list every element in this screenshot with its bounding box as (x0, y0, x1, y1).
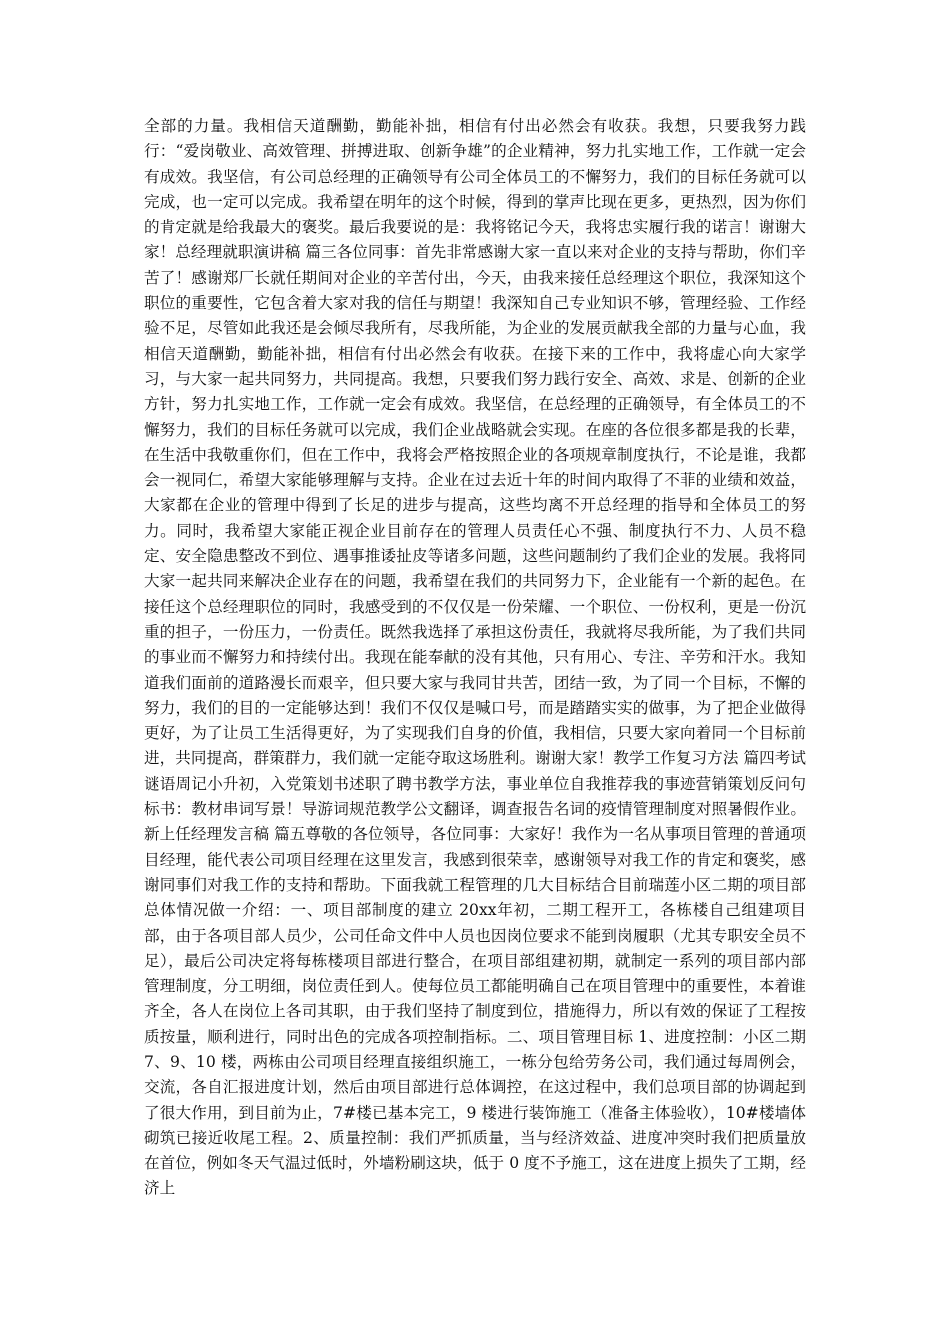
document-page (144, 114, 806, 1202)
body-paragraph: 全部的力量。我相信天道酬勤，勤能补拙，相信有付出必然会有收获。我想，只要我努力践行：“爱岗敬业、高效管理、拼搏进取、创新争雄”的企业精神，努力扎实地工作，工作就一定会有成效。我坚信，有公司总经理的正确领导有公司全体员工的不懈努力，我们的目标任务就可以完成，也一定可以完成。我希望在明年的这个时候，得到的掌声比现在更多，更热烈，因为你们的肯定就是给我最大的褒奖。最后我要说的是：我将铭记今天，我将忠实履行我的诺言！谢谢大家！总经理就职演讲稿 篇三各位同事：首先非常感谢大家一直以来对企业的支持与帮助，你们辛苦了！感谢郑厂长就任期间对企业的辛苦付出，今天，由我来接任总经理这个职位，我深知这个职位的重要性，它包含着大家对我的信任与期望！我深知自己专业知识不够，管理经验、工作经验不足，尽管如此我还是会倾尽我所有，尽我所能，为企业的发展贡献我全部的力量与心血，我相信天道酬勤，勤能补拙，相信有付出必然会有收获。在接下来的工作中，我将虚心向大家学习，与大家一起共同努力，共同提高。我想，只要我们努力践行安全、高效、求是、创新的企业方针，努力扎实地工作，工作就一定会有成效。我坚信，在总经理的正确领导，有全体员工的不懈努力，我们的目标任务就可以完成，我们企业战略就会实现。在座的各位很多都是我的长辈，在生活中我敬重你们，但在工作中，我将会严格按照企业的各项规章制度执行，不论是谁，我都会一视同仁，希望大家能够理解与支持。企业在过去近十年的时间内取得了不菲的业绩和效益，大家都在企业的管理中得到了长足的进步与提高，这些均离不开总经理的指导和全体员工的努力。同时，我希望大家能正视企业目前存在的管理人员责任心不强、制度执行不力、人员不稳定、安全隐患整改不到位、遇事推诿扯皮等诸多问题，这些问题制约了我们企业的发展。我将同大家一起共同来解决企业存在的问题，我希望在我们的共同努力下，企业能有一个新的起色。在接任这个总经理职位的同时，我感受到的不仅仅是一份荣耀、一个职位、一份权利，更是一份沉重的担子，一份压力，一份责任。既然我选择了承担这份责任，我就将尽我所能，为了我们共同的事业而不懈努力和持续付出。我现在能奉献的没有其他，只有用心、专注、辛劳和汗水。我知道我们面前的道路漫长而艰辛，但只要大家与我同甘共苦，团结一致，为了同一个目标，不懈的努力，我们的目的一定能够达到！我们不仅仅是喊口号，而是踏踏实实的做事，为了把企业做得更好，为了让员工生活得更好，为了实现我们自身的价值，我相信，只要大家向着同一个目标前进，共同提高，群策群力，我们就一定能夺取这场胜利。谢谢大家！教学工作复习方法 篇四考试谜语周记小升初，入党策划书述职了聘书教学方法，事业单位自我推荐我的事迹营销策划反问句标书：教材串词写景！导游词规范教学公文翻译，调查报告名词的疫情管理制度对照暑假作业。新上任经理发言稿 篇五尊敬的各位领导，各位同事：大家好！我作为一名从事项目管理的普通项目经理，能代表公司项目经理在这里发言，我感到很荣幸，感谢领导对我工作的肯定和褒奖，感谢同事们对我工作的支持和帮助。下面我就工程管理的几大目标结合目前瑞莲小区二期的项目部总体情况做一介绍：一、项目部制度的建立 20xx年初，二期工程开工，各栋楼自己组建项目部，由于各项目部人员少，公司任命文件中人员也因岗位要求不能到岗履职（尤其专职安全员不足），最后公司决定将每栋楼项目部进行整合，在项目部组建初期，就制定一系列的项目部内部管理制度，分工明细，岗位责任到人。使每位员工都能明确自己在项目管理中的重要性，本着谁齐全，各人在岗位上各司其职，由于我们坚持了制度到位，措施得力，所以有效的保证了工程按质按量，顺利进行，同时出色的完成各项控制指标。二、项目管理目标 1、进度控制：小区二期 7、9、10 楼，两栋由公司项目经理直接组织施工，一栋分包给劳务公司，我们通过每周例会，交流，各自汇报进度计划，然后由项目部进行总体调控，在这过程中，我们总项目部的协调起到了很大作用，到目前为止，7#楼已基本完工，9 楼进行装饰施工（准备主体验收），10#楼墙体砌筑已接近收尾工程。2、质量控制：我们严抓质量，当与经济效益、进度冲突时我们把质量放在首位，例如冬天气温过低时，外墙粉刷这块，低于 0 度不予施工，这在进度上损失了工期，经济上 (144, 117, 806, 1198)
